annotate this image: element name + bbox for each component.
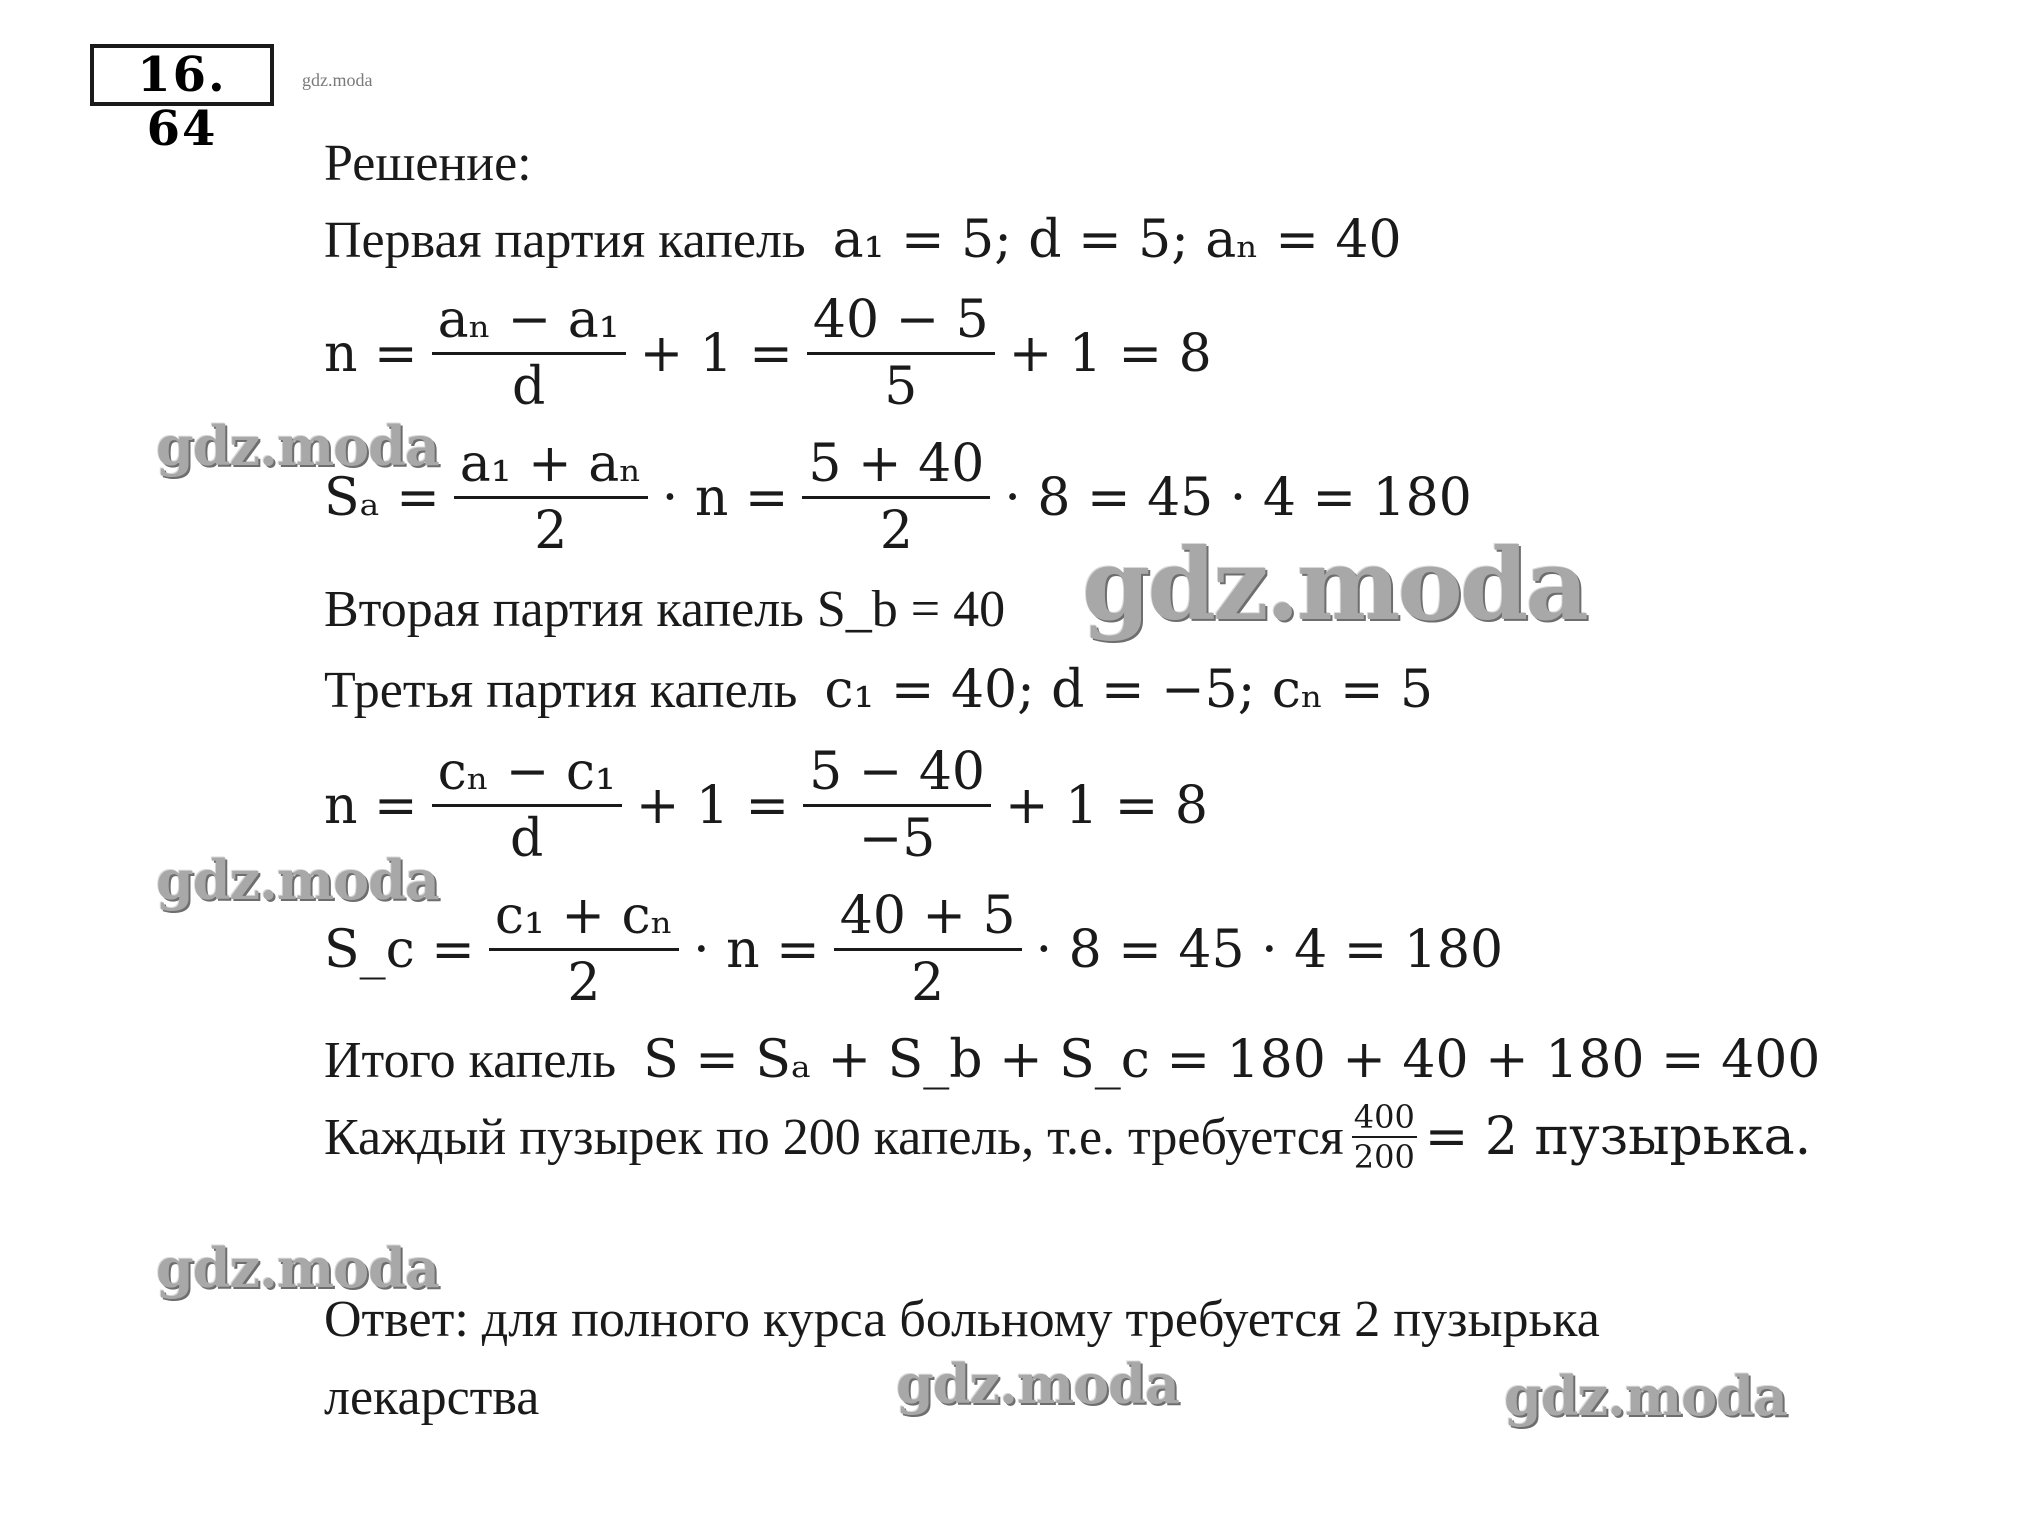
fraction [454,432,648,563]
first-batch-params: a₁ = 5; d = 5; aₙ = 40 [832,210,1402,270]
fraction-numerator: 5 + 40 [808,434,985,494]
fraction-denominator: 2 [567,953,601,1013]
third-batch-label: Третья партия капель [324,662,798,719]
sc-formula [324,884,1503,1015]
total-expression: S = Sₐ + S_b + S_c = 180 + 40 + 180 = 400 [643,1030,1821,1090]
watermark: gdz.moda [156,848,439,912]
first-batch-line [324,210,1402,271]
bottle-text: Каждый пузырек по 200 капель, т.е. требуется [324,1108,1344,1166]
total-label: Итого капель [324,1032,617,1089]
n-formula-third [324,740,1208,871]
formula-rhs: · 8 = 45 · 4 = 180 [1004,467,1472,528]
formula-middle: + 1 = [639,323,793,384]
formula-middle: + 1 = [635,775,790,836]
fraction-numerator: c₁ + cₙ [494,886,674,946]
fraction-denominator: 2 [911,953,945,1013]
n-formula-first [324,288,1212,419]
formula-lhs: n = [324,775,418,836]
formula-lhs: Sₐ = [324,467,440,528]
formula-rhs: · 8 = 45 · 4 = 180 [1035,919,1504,980]
watermark: gdz.moda [156,414,439,478]
solution-title: Решение: [324,135,532,192]
fraction [802,432,990,563]
fraction [807,288,995,419]
fraction-denominator: −5 [858,809,936,869]
second-batch-line: Вторая партия капель S_b = 40 [324,581,1006,638]
fraction-numerator: 400 [1353,1098,1415,1136]
fraction [834,884,1022,1015]
fraction-numerator: 40 + 5 [839,886,1016,946]
fraction-denominator: d [510,809,544,869]
bottle-result: = 2 пузырька. [1424,1107,1812,1167]
problem-number-box: 16. 64 [90,44,274,106]
watermark-large: gdz.moda [1082,528,1586,643]
sa-formula [324,432,1472,563]
formula-rhs: + 1 = 8 [1005,775,1208,836]
third-batch-params: c₁ = 40; d = −5; cₙ = 5 [824,660,1434,720]
formula-rhs: + 1 = 8 [1008,323,1212,384]
fraction-denominator: 5 [884,357,918,417]
fraction [432,740,622,871]
total-line [324,1030,1820,1091]
fraction-denominator: 200 [1353,1138,1415,1176]
fraction [432,288,626,419]
first-batch-label: Первая партия капель [324,212,806,269]
fraction [489,884,679,1015]
fraction-numerator: cₙ − c₁ [437,742,616,802]
fraction-denominator: 2 [534,501,568,561]
formula-middle: · n = [661,467,789,528]
watermark: gdz.moda [1504,1364,1787,1428]
fraction-numerator: 40 − 5 [812,290,989,350]
bottle-line [324,1098,1811,1176]
fraction-numerator: a₁ + aₙ [459,434,642,494]
formula-lhs: n = [324,323,418,384]
fraction-numerator: aₙ − a₁ [437,290,620,350]
fraction-denominator: d [511,357,546,417]
bottle-fraction [1352,1098,1417,1176]
answer-line-1: Ответ: для полного курса больному требуется 2 пузырька [324,1291,1600,1348]
watermark: gdz.moda [896,1352,1179,1416]
small-watermark: gdz.moda [302,70,373,90]
answer-line-2: лекарства [324,1369,540,1426]
watermark: gdz.moda [156,1236,439,1300]
fraction-denominator: 2 [879,501,913,561]
fraction-numerator: 5 − 40 [809,742,985,802]
formula-middle: · n = [693,919,820,980]
third-batch-line [324,660,1433,721]
formula-lhs: S_c = [324,919,475,980]
fraction [803,740,991,871]
